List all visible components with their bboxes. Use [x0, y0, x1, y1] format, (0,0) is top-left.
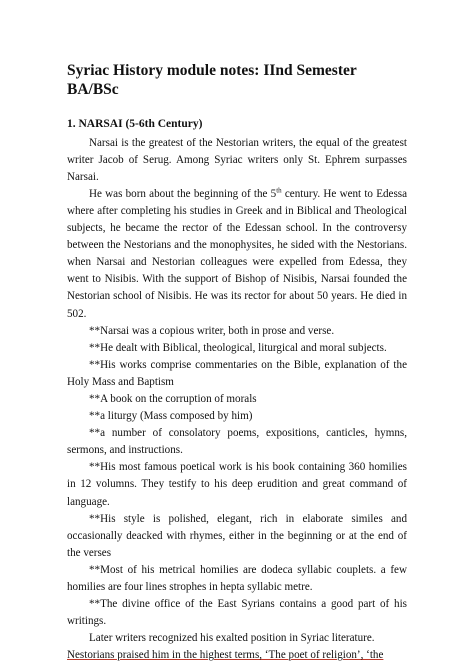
paragraph-intro: Narsai is the greatest of the Nestorian writers, the equal of the greatest writer Jacob of Serug. Among Syriac writers only St. Ephrem surpasses Narsai.: [67, 136, 407, 183]
biography-text-rest: century. He went to Edessa where after completing his studies in Greek and in Biblical and Theological subjects, he became the rector of the Edessan school. In the controversy between the Nestorians and the monophysites, he sided with the Nestorians. when Narsai and Nestorian colleagues were expelled from Edessa, they went to Nisibis. With the support of Bishop of Nisibis, Narsai founded the Nestorian school of Nisibis. He was its rector for about 50 years. He died in 502.: [67, 187, 408, 320]
ordinal-superscript: th: [276, 186, 282, 195]
paragraph-legacy-continued: Nestorians praised him in the highest terms, ‘The poet of religion’, ‘the: [67, 649, 384, 662]
paragraph-biography: [67, 186, 407, 323]
biography-text-start: He was born about the beginning of the 5: [89, 187, 277, 200]
note-item: **a number of consolatory poems, expositions, canticles, hymns, sermons, and instructions.: [67, 427, 407, 457]
note-item: **Most of his metrical homilies are dodeca syllabic couplets. a few homilies are four lines strophes in hepta syllabic metre.: [67, 563, 407, 593]
note-item: **a liturgy (Mass composed by him): [89, 410, 253, 423]
paragraph-legacy: Later writers recognized his exalted position in Syriac literature.: [89, 632, 375, 645]
note-item: **He dealt with Biblical, theological, liturgical and moral subjects.: [89, 341, 387, 354]
note-item: **His works comprise commentaries on the Bible, explanation of the Holy Mass and Baptism: [67, 358, 407, 388]
section-heading: 1. NARSAI (5-6th Century): [67, 118, 203, 131]
note-item: **His most famous poetical work is his book containing 360 homilies in 12 volumns. They testify to his deep erudition and great command of language.: [67, 461, 407, 508]
note-item: **His style is polished, elegant, rich in elaborate similes and occasionally deacked with rhymes, either in the beginning or at the end of the verses: [67, 512, 407, 559]
note-item: **The divine office of the East Syrians contains a good part of his writings.: [67, 598, 407, 628]
note-item: **Narsai was a copious writer, both in prose and verse.: [89, 324, 335, 337]
document-title: Syriac History module notes: IInd Semester BA/BSc: [67, 62, 357, 98]
note-item: **A book on the corruption of morals: [89, 392, 257, 405]
